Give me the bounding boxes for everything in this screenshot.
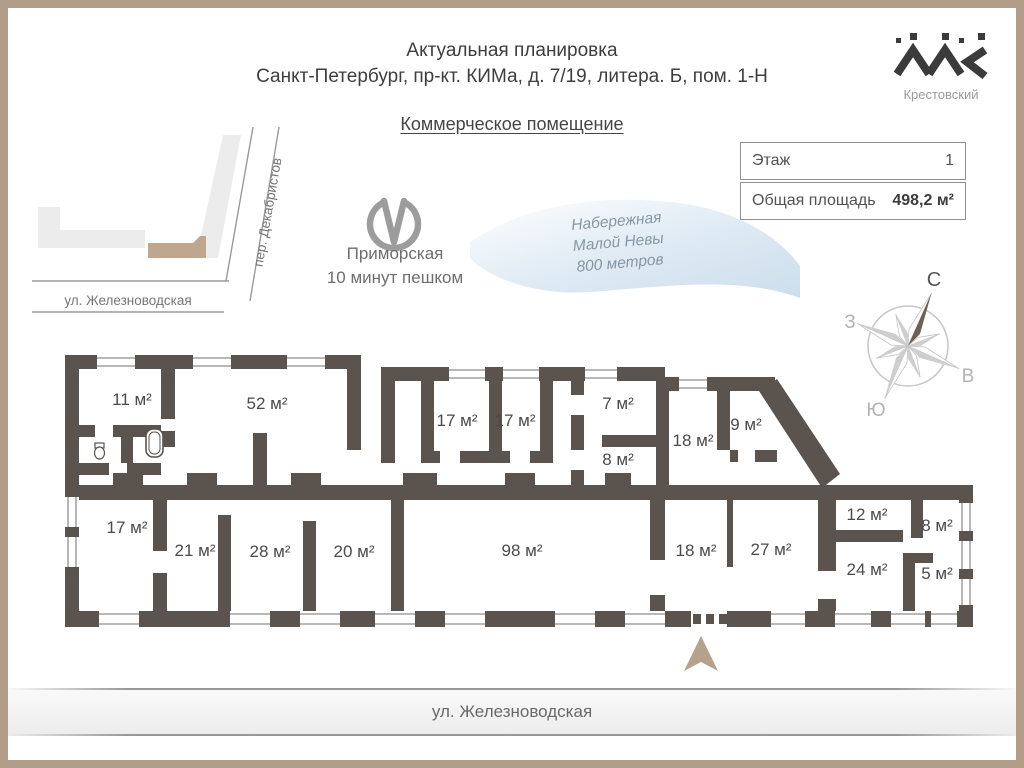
header (8, 38, 1016, 90)
brand-caption: Крестовский (903, 87, 979, 102)
room-area-label: 98 м² (501, 541, 543, 560)
entrance-doorway (691, 611, 727, 627)
bathtub-icon (146, 429, 163, 457)
floor-value: 1 (945, 152, 954, 169)
room-area-label: 27 м² (750, 540, 792, 559)
metro-station: Приморская (346, 244, 444, 263)
room-area-label: 17 м² (106, 518, 148, 537)
river-label (570, 209, 667, 276)
street-label-diagonal: пер. Декабристов (250, 156, 285, 268)
info-row-floor (740, 142, 966, 180)
room-area-label: 5 м² (921, 564, 953, 583)
brand-logo-icon (893, 32, 989, 80)
street-banner (8, 688, 1016, 736)
page-title: Актуальная планировка (406, 40, 618, 61)
room-area-label: 52 м² (246, 394, 288, 413)
compass-letter-n: С (926, 269, 942, 291)
room-area-label: 18 м² (675, 541, 717, 560)
mini-map (25, 125, 315, 325)
minimap-subject-building (148, 236, 206, 258)
area-value: 498,2 м² (892, 192, 954, 209)
room-area-label: 28 м² (249, 542, 291, 561)
svg-text:800 метров: 800 метров (575, 251, 665, 276)
floor-label: Этаж (752, 152, 791, 169)
room-area-label: 11 м² (112, 390, 152, 409)
room-area-label: 18 м² (672, 431, 714, 450)
room-area-label: 21 м² (174, 541, 216, 560)
area-label: Общая площадь (752, 192, 876, 209)
room-area-label: 24 м² (846, 560, 888, 579)
floor-plan (65, 355, 975, 630)
metro-walk-time: 10 минут пешком (326, 268, 464, 287)
compass-letter-e: В (961, 366, 975, 387)
brand-logo (893, 32, 989, 102)
entrance-arrow-icon (682, 636, 720, 672)
compass-letter-w: З (844, 312, 856, 333)
room-area-label: 8 м² (602, 450, 634, 469)
street-banner-label: ул. Железноводская (431, 702, 593, 721)
toilet-icon (95, 443, 105, 459)
room-area-label: 20 м² (333, 542, 375, 561)
room-area-label: 7 м² (602, 394, 634, 413)
room-area-label: 8 м² (921, 516, 953, 535)
svg-text:Малой Невы: Малой Невы (572, 230, 665, 255)
room-area-label: 9 м² (730, 415, 762, 434)
room-area-label: 12 м² (846, 505, 888, 524)
minimap-street-lines (32, 127, 279, 312)
room-area-label: 17 м² (494, 411, 536, 430)
street-label-horizontal: ул. Железноводская (64, 293, 192, 308)
plan-walls (65, 355, 973, 627)
page-subtitle: Коммерческое помещение (400, 114, 624, 134)
compass-letter-s: Ю (866, 400, 886, 421)
metro-text (310, 242, 480, 290)
svg-text:Набережная: Набережная (570, 209, 663, 234)
room-area-label: 17 м² (436, 411, 478, 430)
page-address: Санкт-Петербург, пр-кт. КИМа, д. 7/19, литера. Б, пом. 1-Н (256, 66, 768, 87)
river-band (470, 180, 800, 302)
minimap-building (38, 207, 145, 248)
